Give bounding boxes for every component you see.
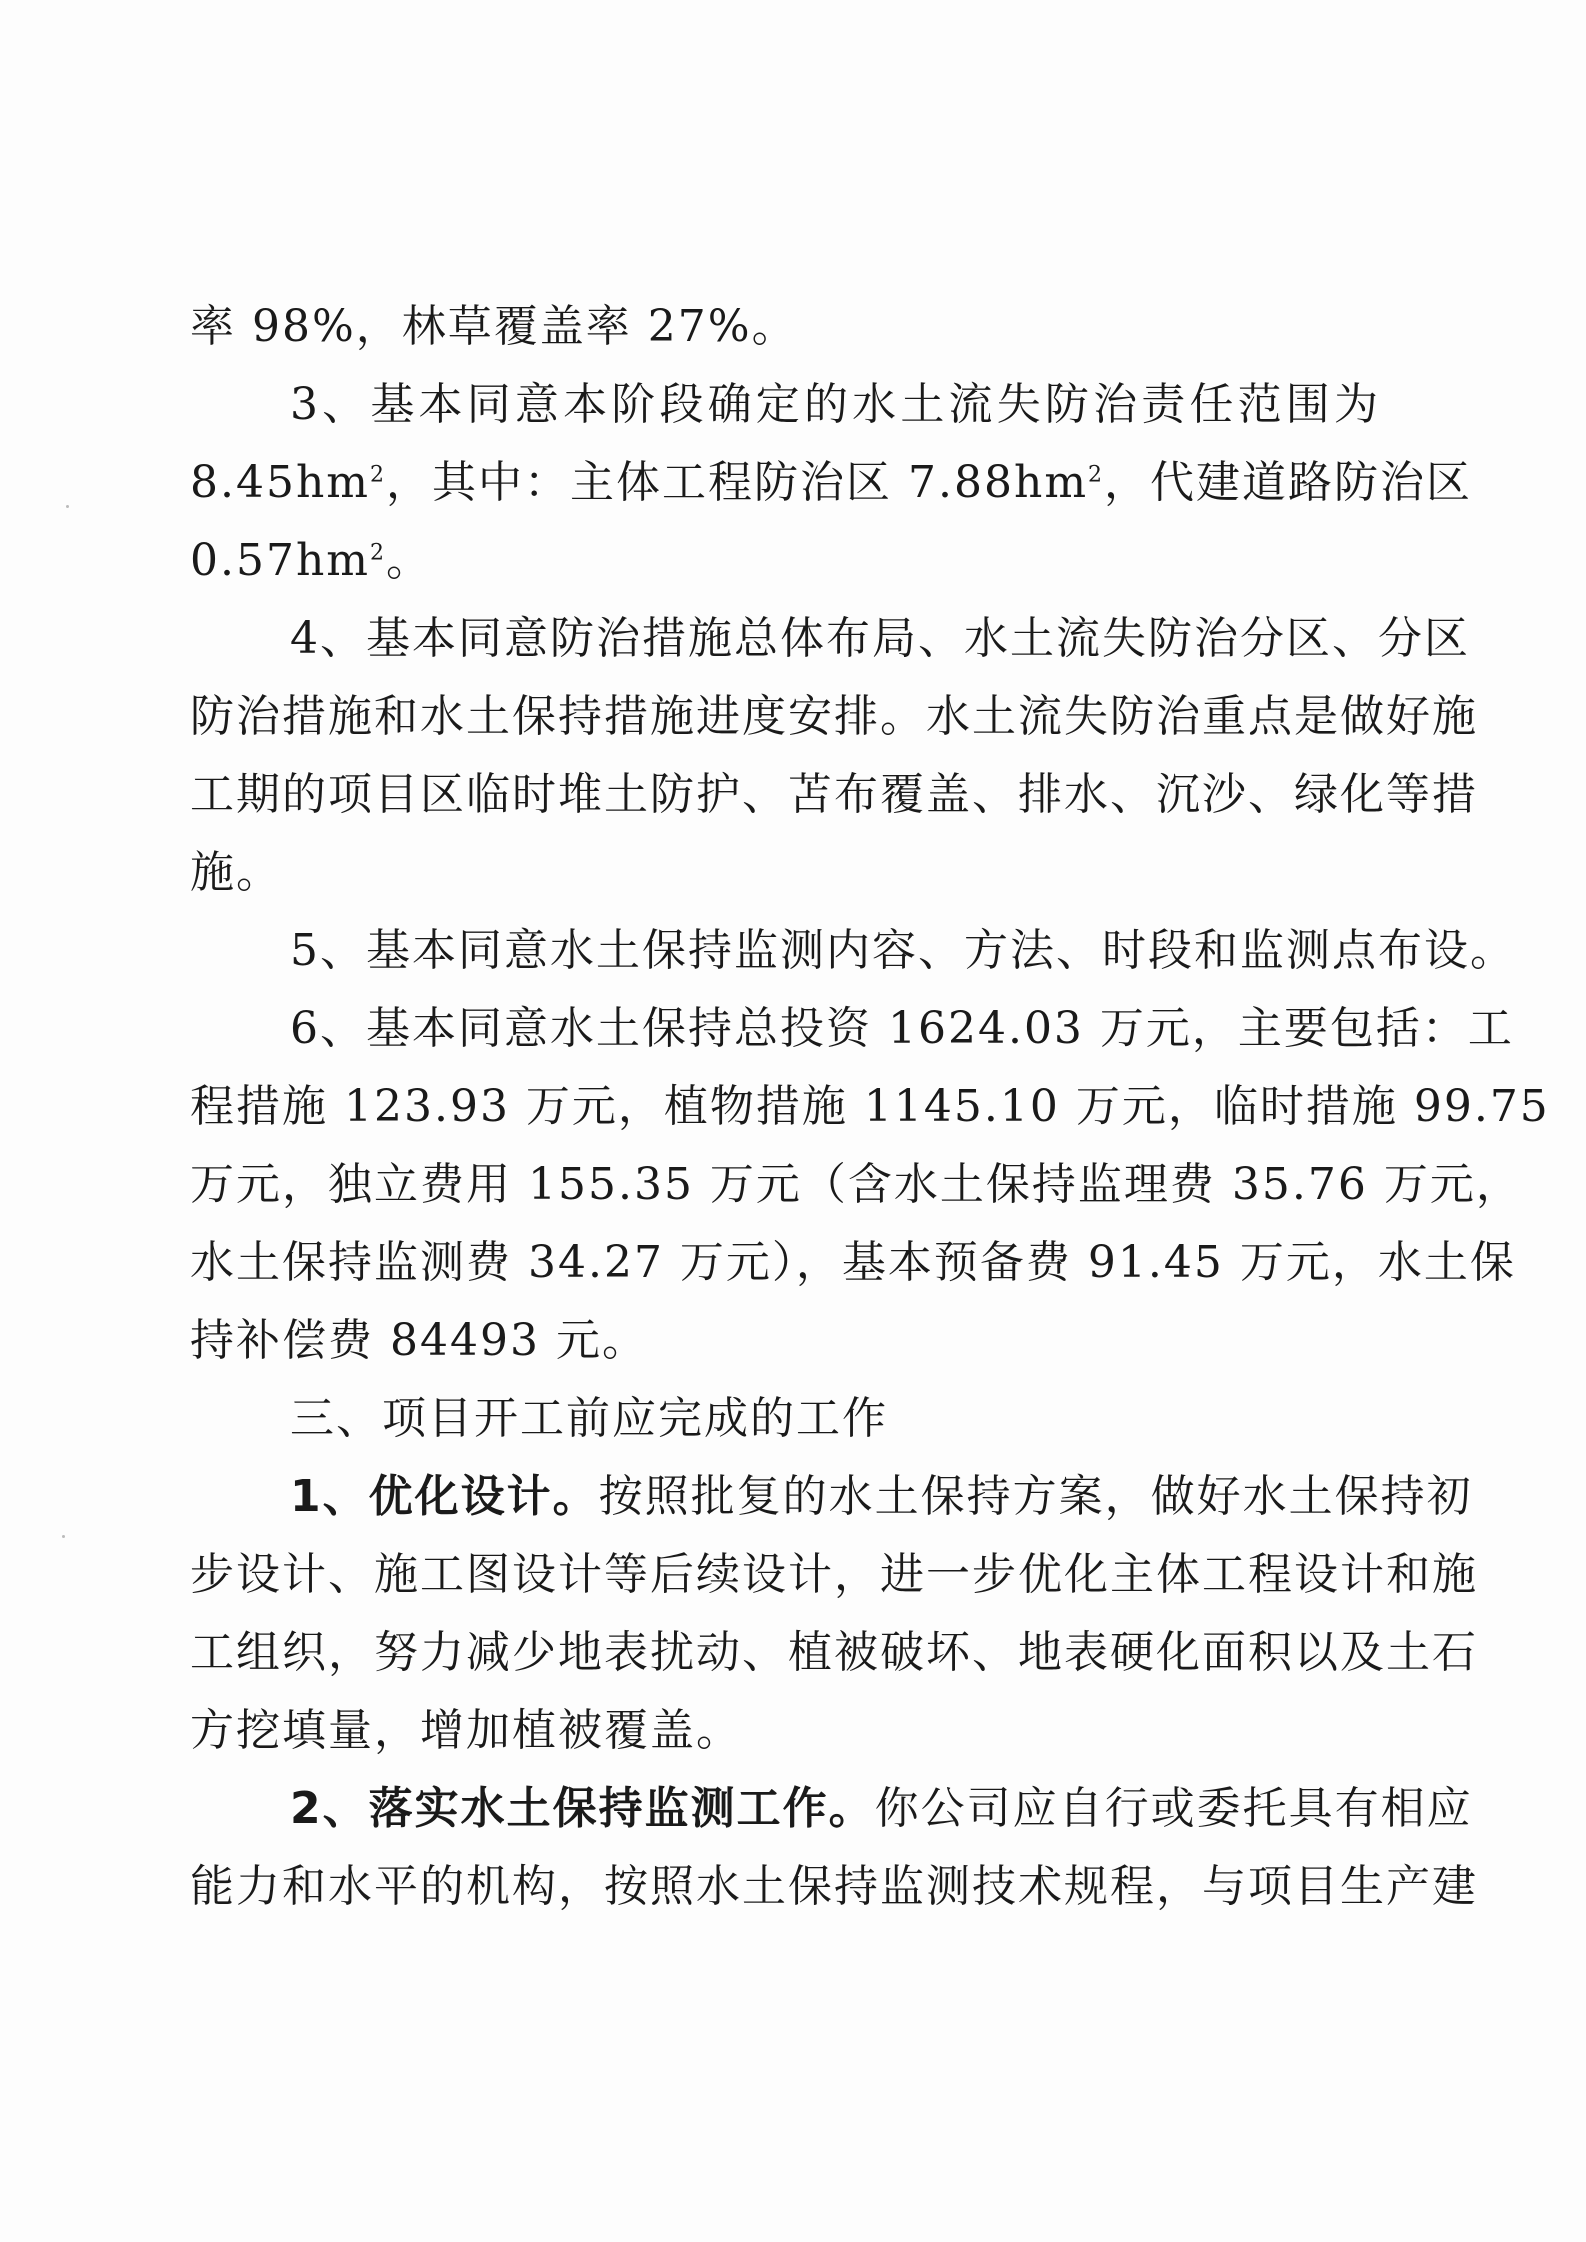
paragraph-6-line-2: 程措施 123.93 万元，植物措施 1145.10 万元，临时措施 99.75 [190, 1081, 1550, 1132]
scan-speck [66, 505, 69, 508]
paragraph-6-line-5: 持补偿费 84493 元。 [190, 1315, 648, 1366]
item-1-line-1: 1、优化设计。按照批复的水土保持方案，做好水土保持初 [290, 1471, 1473, 1522]
section-heading: 三、项目开工前应完成的工作 [290, 1393, 888, 1444]
paragraph-6-line-1: 6、基本同意水土保持总投资 1624.03 万元，主要包括：工 [290, 1003, 1514, 1054]
paragraph-6-line-4: 水土保持监测费 34.27 万元），基本预备费 91.45 万元，水土保 [190, 1237, 1516, 1288]
paragraph-3-line-3: $0.57hm^2$。 [190, 535, 433, 586]
paragraph-4-line-4: 施。 [190, 847, 282, 898]
paragraph-6-line-3: 万元，独立费用 155.35 万元（含水土保持监理费 35.76 万元， [190, 1159, 1522, 1210]
paragraph-4-line-2: 防治措施和水土保持措施进度安排。水土流失防治重点是做好施 [190, 691, 1478, 742]
item-1-line-3: 工组织，努力减少地表扰动、植被破坏、地表硬化面积以及土石 [190, 1627, 1478, 1678]
item-1-line-4: 方挖填量，增加植被覆盖。 [190, 1705, 742, 1756]
scan-speck [62, 1535, 65, 1538]
paragraph-3-line-2: $8.45hm^2$，其中：主体工程防治区 $7.88hm^2$，代建道路防治区 [190, 457, 1473, 508]
item-1-line-2: 步设计、施工图设计等后续设计，进一步优化主体工程设计和施 [190, 1549, 1478, 1600]
item-2-line-1: 2、落实水土保持监测工作。你公司应自行或委托具有相应 [290, 1783, 1473, 1834]
text-line: 率 98%，林草覆盖率 27%。 [190, 301, 798, 352]
paragraph-4-line-3: 工期的项目区临时堆土防护、苫布覆盖、排水、沉沙、绿化等措 [190, 769, 1478, 820]
paragraph-5-line-1: 5、基本同意水土保持监测内容、方法、时段和监测点布设。 [290, 925, 1516, 976]
paragraph-3-line-1: 3、基本同意本阶段确定的水土流失防治责任范围为 [290, 379, 1380, 430]
paragraph-4-line-1: 4、基本同意防治措施总体布局、水土流失防治分区、分区 [290, 613, 1470, 664]
item-2-line-2: 能力和水平的机构，按照水土保持监测技术规程，与项目生产建 [190, 1861, 1478, 1912]
document-body [190, 288, 1550, 1926]
